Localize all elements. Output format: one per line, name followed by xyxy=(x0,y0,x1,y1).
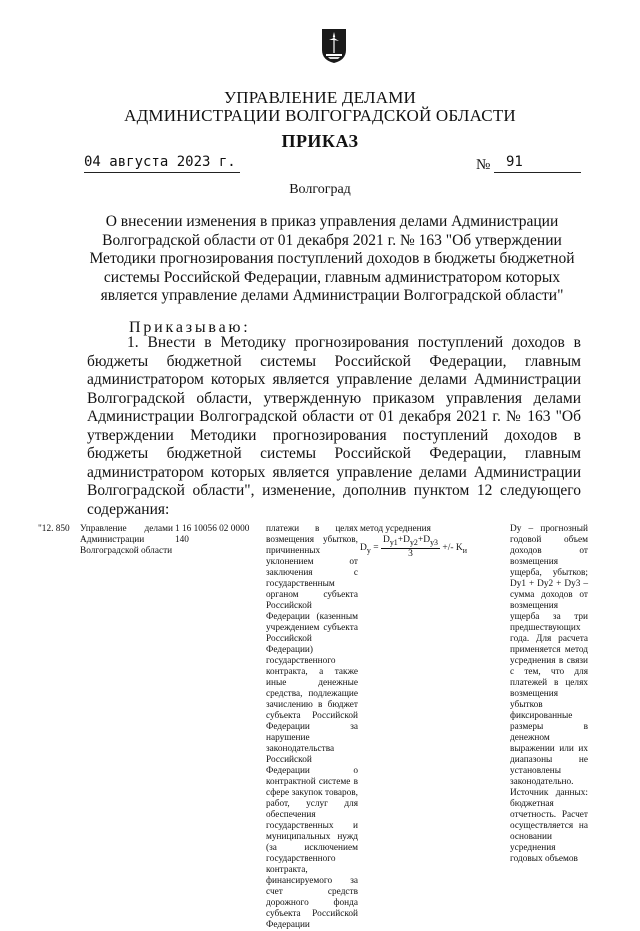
order-heading: Приказываю: xyxy=(129,319,251,336)
document-title: О внесении изменения в приказ управления делами Администрации Волгоградской области от 01 декабря 2021 г. № 163 "Об утверждении Методики прогнозирования поступлений доходов в бюджеты бюджетной системы Российской Федерации, главным администратором которых является управление делами Администрации Волгоградской области" xyxy=(89,213,575,304)
table-cell-explanation: Dу – прогнозный годовой объем доходов от возмещения ущерба, убытков; Dу1 + Dу2 + Dу3 – сумма доходов от возмещения ущерба за три предшествующих года. Для расчета применяется метод усреднения в связи с тем, что для платежей в целях возмещения убытков фиксированные размеры в денежном выражении или их диапазоны не установлены законодательно. Источник данных: бюджетная отчетность. Расчет осуществляется на основании усреднения годовых объемов xyxy=(510,524,588,864)
org-name-line1: УПРАВЛЕНИЕ ДЕЛАМИ xyxy=(223,88,417,107)
city: Волгоград xyxy=(289,182,351,197)
method-label: метод усреднения xyxy=(360,524,431,534)
table-cell-revenue-description: платежи в целях возмещения убытков, причиненных уклонением от заключения с государственным органом субъекта Российской Федерации (казенным учреждением субъекта Российской Федерации) государственного контракта, а также иные денежные средства, подлежащие зачислению в бюджет субъекта Российской Федерации за нарушение законодательства Российской Федерации о контрактной системе в сфере закупок товаров, работ, услуг для обеспечения государственных и муниципальных нужд (за исключением государственного контракта, финансируемого за счет средств дорожного фонда субъекта Российской Федерации xyxy=(266,524,358,930)
formula: $D_у$ = $\frac{D_{у1}+D_{у2}+D_{у3}}{3}$ +/- $K_и$ xyxy=(360,535,468,559)
paragraph-1 xyxy=(87,334,581,519)
table-cell-kbk: 1 16 10056 02 0000 140 xyxy=(175,524,250,545)
paragraph-1-text: 1. Внести в Методику прогнозирования поступлений доходов в бюджеты бюджетной системы Российской Федерации, главным администратором которых является управление делами Администрации Волгоградской области, утвержденную приказом управления делами Администрации Волгоградской области от 01 декабря 2021 г. № 163 "Об утверждении Методики прогнозирования поступлений доходов в бюджеты бюджетной системы Российской Федерации, главным администратором которых является управление делами Администрации Волгоградской области", изменение, дополнив пунктом 12 следующего содержания: xyxy=(87,334,581,518)
number-label: № xyxy=(476,157,491,173)
coat-of-arms-icon xyxy=(321,28,347,64)
document-type: ПРИКАЗ xyxy=(281,131,359,151)
date-underline xyxy=(84,172,240,173)
table-cell-method xyxy=(360,524,505,564)
org-name-line2: АДМИНИСТРАЦИИ ВОЛГОГРАДСКОЙ ОБЛАСТИ xyxy=(124,106,516,125)
document-date: 04 августа 2023 г. xyxy=(84,154,236,170)
table-cell-code: "12. 850 xyxy=(38,524,70,534)
table-cell-administrator: Управление делами Администрации Волгоградской области xyxy=(80,524,173,556)
document-number: 91 xyxy=(506,154,523,170)
number-underline xyxy=(494,172,581,173)
